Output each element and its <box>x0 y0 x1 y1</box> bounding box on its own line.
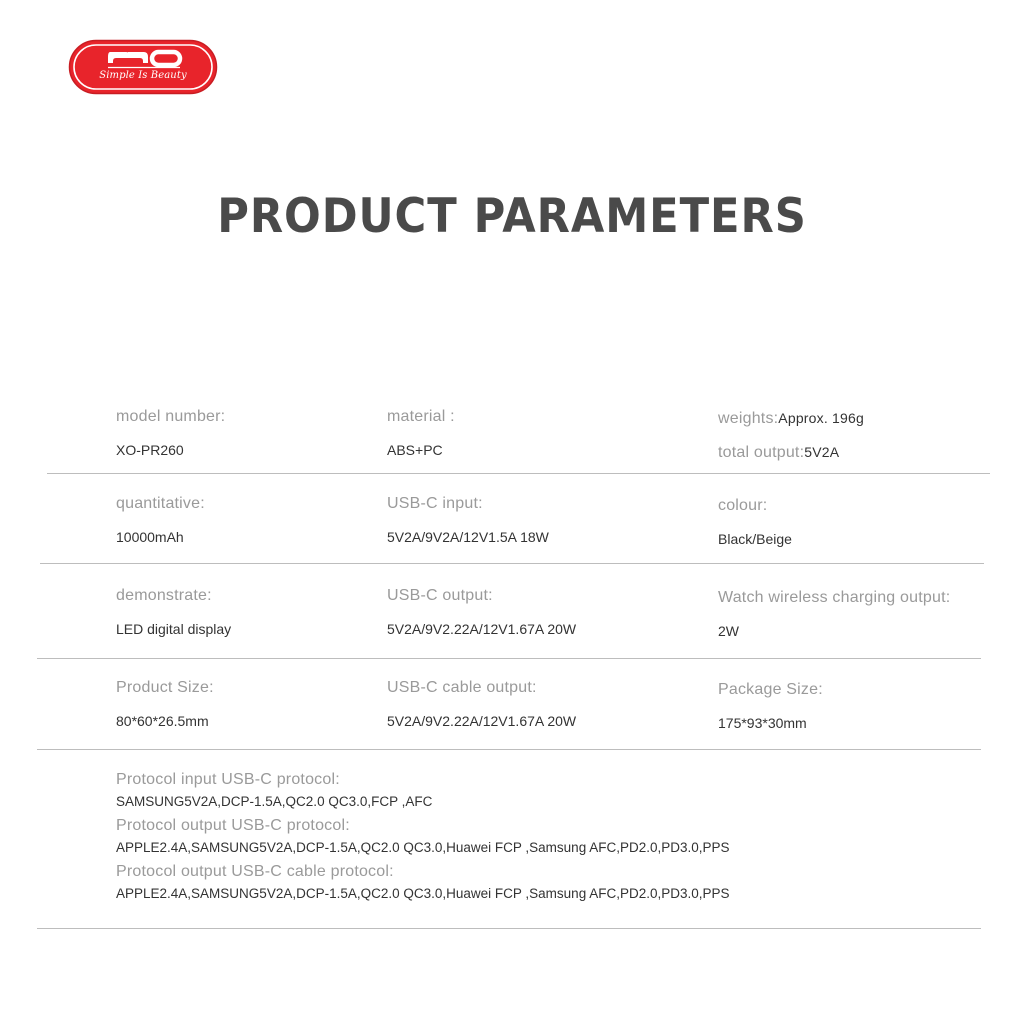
protocol-output-value: APPLE2.4A,SAMSUNG5V2A,DCP-1.5A,QC2.0 QC3.0,Huawei FCP ,Samsung AFC,PD2.0,PD3.0,PPS <box>116 840 730 855</box>
watch-wireless-output-label: Watch wireless charging output: <box>718 589 951 606</box>
package-size-value: 175*93*30mm <box>718 715 807 731</box>
usb-c-input-value: 5V2A/9V2A/12V1.5A 18W <box>387 529 549 545</box>
weights-label-text: weights: <box>718 410 779 427</box>
demonstrate-value: LED digital display <box>116 621 232 637</box>
row-divider <box>40 563 984 564</box>
demonstrate-label: demonstrate: <box>116 587 212 604</box>
quantitative-value: 10000mAh <box>116 529 184 545</box>
model-number-value: XO-PR260 <box>116 442 184 458</box>
brand-logo-mark <box>68 39 218 95</box>
material-value: ABS+PC <box>387 442 443 458</box>
usb-c-output-label: USB-C output: <box>387 587 493 604</box>
colour-label: colour: <box>718 497 768 514</box>
material-label: material : <box>387 408 455 425</box>
page-title: PRODUCT PARAMETERS <box>217 189 807 244</box>
product-size-label: Product Size: <box>116 679 214 696</box>
usb-c-cable-output-value: 5V2A/9V2.22A/12V1.67A 20W <box>387 713 577 729</box>
weights-label <box>718 410 864 428</box>
colour-value: Black/Beige <box>718 531 792 547</box>
usb-c-output-value: 5V2A/9V2.22A/12V1.67A 20W <box>387 621 577 637</box>
bottom-divider <box>37 928 981 929</box>
usb-c-cable-output-label: USB-C cable output: <box>387 679 537 696</box>
protocol-cable-output-value: APPLE2.4A,SAMSUNG5V2A,DCP-1.5A,QC2.0 QC3.0,Huawei FCP ,Samsung AFC,PD2.0,PD3.0,PPS <box>116 886 730 901</box>
usb-c-input-label: USB-C input: <box>387 495 483 512</box>
row-divider <box>47 473 990 474</box>
package-size-label: Package Size: <box>718 681 823 698</box>
protocol-input-label: Protocol input USB-C protocol: <box>116 771 340 788</box>
total-output-value: 5V2A <box>804 444 840 460</box>
protocol-output-label: Protocol output USB-C protocol: <box>116 817 350 834</box>
brand-logo <box>68 39 218 95</box>
row-divider <box>37 749 981 750</box>
protocol-cable-output-label: Protocol output USB-C cable protocol: <box>116 863 394 880</box>
total-output-label <box>718 444 839 462</box>
quantitative-label: quantitative: <box>116 495 205 512</box>
total-output-label-text: total output: <box>718 444 805 461</box>
weights-value: Approx. 196g <box>778 410 864 426</box>
model-number-label: model number: <box>116 408 226 425</box>
product-size-value: 80*60*26.5mm <box>116 713 209 729</box>
protocol-input-value: SAMSUNG5V2A,DCP-1.5A,QC2.0 QC3.0,FCP ,AFC <box>116 794 433 809</box>
row-divider <box>37 658 981 659</box>
watch-wireless-output-value: 2W <box>718 623 739 639</box>
brand-tagline: Simple Is Beauty <box>99 70 187 81</box>
